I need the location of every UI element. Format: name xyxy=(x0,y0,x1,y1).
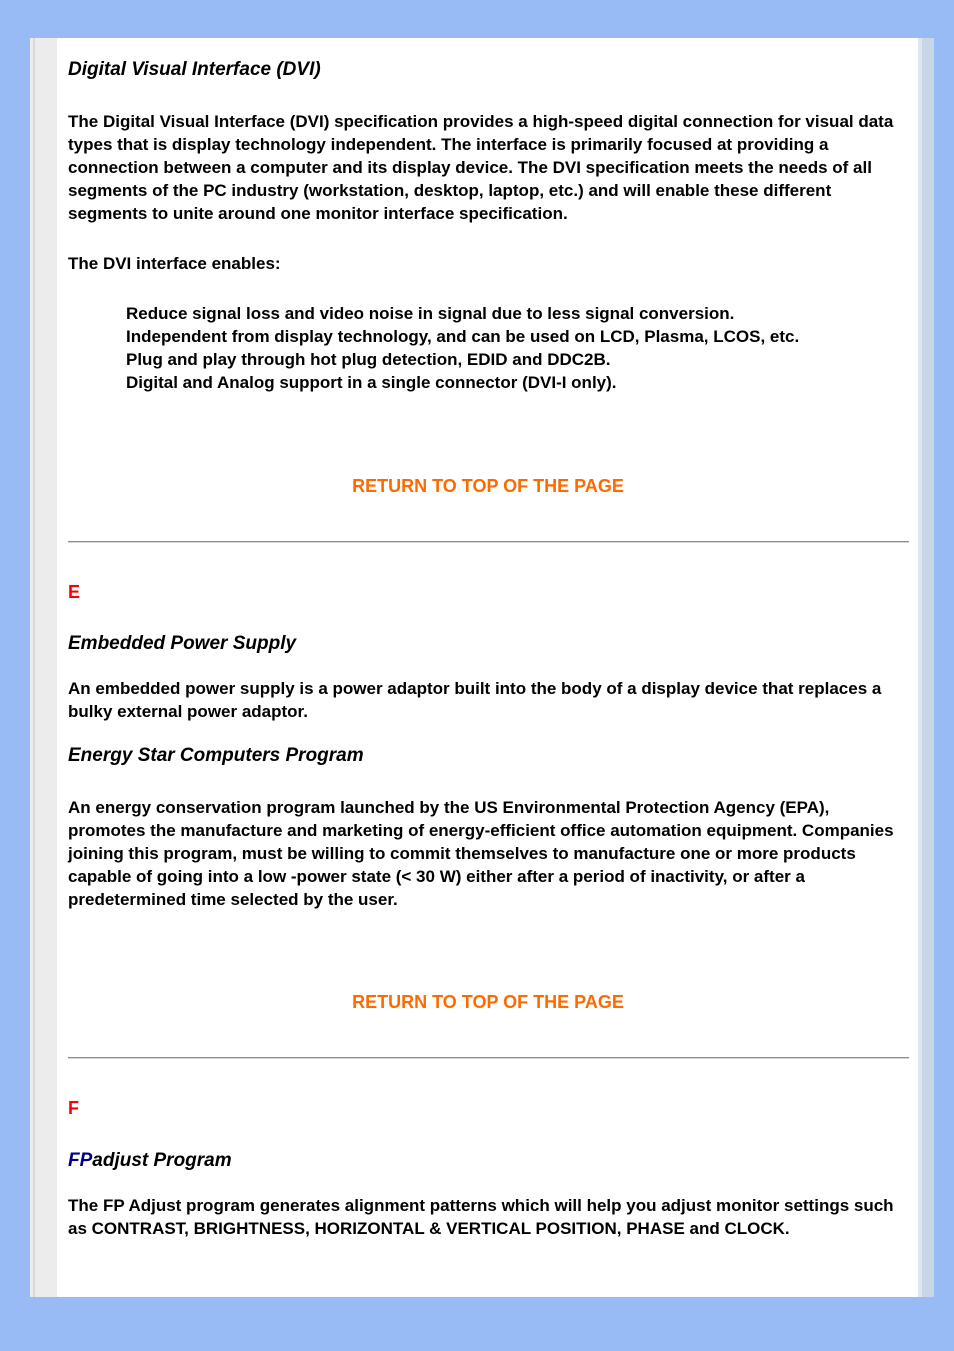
dvi-paragraph: The Digital Visual Interface (DVI) specification provides a high-speed digital connection for visual data types that is display technology independent. The interface is primarily focused at providing a connection between a computer and its display device. The DVI specification meets the needs of all segments of the PC industry (workstation, desktop, laptop, etc.) and will enable these different segments to unite around one monitor interface specification. xyxy=(68,112,894,223)
fpadjust-heading xyxy=(68,1150,232,1172)
section-letter-f: F xyxy=(68,1098,79,1118)
fp-prefix: FP xyxy=(68,1150,93,1171)
dvi-feature-list xyxy=(126,302,799,394)
embedded-power-paragraph: An embedded power supply is a power adaptor built into the body of a display device that replaces a bulky external power adaptor. xyxy=(68,679,882,721)
dvi-enables-label: The DVI interface enables: xyxy=(68,254,281,273)
left-margin-line xyxy=(33,38,35,1297)
list-item: Independent from display technology, and can be used on LCD, Plasma, LCOS, etc. xyxy=(126,327,800,346)
section-letter-e: E xyxy=(68,582,81,602)
fpadjust-title-rest: adjust Program xyxy=(92,1150,232,1171)
section-divider xyxy=(68,541,909,543)
fpadjust-paragraph: The FP Adjust program generates alignment patterns which will help you adjust monitor settings such as CONTRAST, BRIGHTNESS, HORIZONTAL & VERTICAL POSITION, PHASE and CLOCK. xyxy=(68,1196,894,1238)
energy-star-heading: Energy Star Computers Program xyxy=(68,745,364,766)
list-item: Digital and Analog support in a single connector (DVI-I only). xyxy=(126,373,617,392)
page-frame xyxy=(30,38,934,1297)
embedded-power-heading: Embedded Power Supply xyxy=(68,633,297,654)
return-to-top-link[interactable]: RETURN TO TOP OF THE PAGE xyxy=(352,992,624,1012)
return-to-top-link[interactable]: RETURN TO TOP OF THE PAGE xyxy=(352,476,624,496)
list-item: Plug and play through hot plug detection, EDID and DDC2B. xyxy=(126,350,611,369)
right-scroll-strip[interactable] xyxy=(922,38,934,1297)
dvi-heading: Digital Visual Interface (DVI) xyxy=(68,59,321,80)
energy-star-paragraph: An energy conservation program launched by the US Environmental Protection Agency (EPA), promotes the manufacture and marketing of energy-efficient office automation equipment. Companies joining this program, must be willing to commit themselves to manufacture one or more products capable of going into a low -power state (< 30 W) either after a period of inactivity, or after a predetermined time selected by the user. xyxy=(68,798,894,909)
list-item: Reduce signal loss and video noise in signal due to less signal conversion. xyxy=(126,304,735,323)
section-divider xyxy=(68,1057,909,1059)
